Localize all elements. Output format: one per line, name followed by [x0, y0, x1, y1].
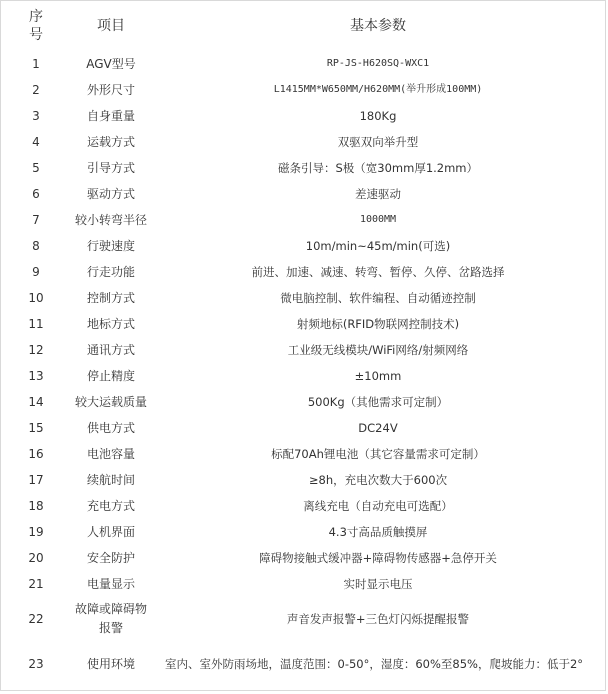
table-row: [1, 77, 605, 103]
table-row: [1, 311, 605, 337]
table-row: [1, 389, 605, 415]
row-no: 9: [32, 265, 40, 279]
row-no: 1: [32, 57, 40, 71]
row-item: 自身重量: [86, 109, 135, 123]
row-value: 双驱双向举升型: [337, 135, 419, 149]
row-no: 23: [28, 657, 44, 671]
row-no: 14: [28, 395, 44, 409]
row-item: 较大运载质量: [74, 395, 147, 409]
table-row: [1, 129, 605, 155]
row-no: 21: [28, 577, 44, 591]
row-item: 控制方式: [86, 291, 135, 305]
row-item: 驱动方式: [86, 187, 135, 201]
row-no: 18: [28, 499, 44, 513]
row-item: 外形尺寸: [86, 83, 135, 97]
row-item: 使用环境: [86, 657, 135, 671]
table-row: [1, 597, 605, 641]
row-no: 4: [32, 135, 40, 149]
row-no: 5: [32, 161, 40, 175]
row-item: 停止精度: [86, 369, 135, 383]
row-value: 声音发声报警+三色灯闪烁提醒报警: [286, 612, 470, 626]
row-value: ±10mm: [354, 369, 402, 383]
table-row: [1, 571, 605, 597]
row-value: 微电脑控制、软件编程、自动循迹控制: [280, 291, 476, 305]
row-no: 22: [28, 612, 44, 626]
row-item: 较小转弯半径: [74, 213, 147, 227]
row-item: 引导方式: [86, 161, 135, 175]
table-row: [1, 207, 605, 233]
table-header-row: [1, 1, 605, 51]
table-row: [1, 545, 605, 571]
row-value: 差速驱动: [355, 187, 401, 201]
table-row: [1, 259, 605, 285]
row-item: 电池容量: [86, 447, 135, 461]
row-no: 13: [28, 369, 44, 383]
row-no: 7: [32, 213, 40, 227]
row-value: L1415MM*W650MM/H620MM(举升形成100MM): [273, 84, 483, 95]
row-value: 射频地标(RFID物联网控制技术): [296, 317, 460, 331]
row-no: 15: [28, 421, 44, 435]
table-row: [1, 233, 605, 259]
row-no: 10: [28, 291, 44, 305]
table-row: [1, 519, 605, 545]
row-item: 续航时间: [86, 473, 135, 487]
table-row: [1, 181, 605, 207]
row-item: 故障或障碍物报警: [75, 602, 148, 635]
row-value: 500Kg（其他需求可定制）: [307, 395, 449, 409]
table-row: [1, 441, 605, 467]
row-item: 运载方式: [86, 135, 135, 149]
row-no: 3: [32, 109, 40, 123]
row-value: RP-JS-H620SQ-WXC1: [326, 58, 430, 69]
row-value: 离线充电（自动充电可选配）: [303, 499, 453, 513]
header-params: 基本参数: [350, 18, 406, 34]
table-row: [1, 467, 605, 493]
table-row: [1, 493, 605, 519]
row-item: 人机界面: [86, 525, 135, 539]
table-row: [1, 641, 605, 687]
spec-table: [1, 1, 605, 687]
row-no: 8: [32, 239, 40, 253]
table-row: [1, 415, 605, 441]
row-item: 充电方式: [86, 499, 135, 513]
row-value: 实时显示电压: [343, 577, 413, 591]
table-row: [1, 363, 605, 389]
table-row: [1, 155, 605, 181]
row-value: 10m/min~45m/min(可选): [305, 239, 451, 253]
row-item: 地标方式: [86, 317, 135, 331]
row-value: 标配70Ah锂电池（其它容量需求可定制）: [271, 447, 485, 461]
row-no: 11: [28, 317, 44, 331]
row-item: 行驶速度: [86, 239, 135, 253]
row-value: 180Kg: [359, 109, 397, 123]
row-value: 1000MM: [359, 214, 397, 225]
table-row: [1, 285, 605, 311]
row-no: 2: [32, 83, 40, 97]
table-row: [1, 51, 605, 77]
row-value: 4.3寸高品质触摸屏: [328, 525, 428, 539]
row-item: 通讯方式: [86, 343, 135, 357]
row-no: 16: [28, 447, 44, 461]
row-value: DC24V: [358, 421, 398, 435]
row-item: AGV型号: [86, 57, 136, 71]
header-no: 序号: [29, 9, 43, 43]
row-no: 17: [28, 473, 44, 487]
row-item: 电量显示: [86, 577, 135, 591]
row-no: 20: [28, 551, 44, 565]
row-value: 障碍物接触式缓冲器+障碍物传感器+急停开关: [259, 551, 497, 565]
table-row: [1, 103, 605, 129]
row-value: 工业级无线模块/WiFi网络/射频网络: [287, 343, 469, 357]
row-value: ≥8h，充电次数大于600次: [308, 473, 448, 487]
table-row: [1, 337, 605, 363]
row-no: 6: [32, 187, 40, 201]
row-item: 行走功能: [86, 265, 135, 279]
row-value: 室内、室外防雨场地，温度范围：0-50°，湿度：60%至85%，爬坡能力：低于2°: [165, 656, 584, 671]
row-value: 前进、加速、减速、转弯、暂停、久停、岔路选择: [251, 265, 505, 279]
row-value: 磁条引导：S极（宽30mm厚1.2mm）: [277, 161, 479, 175]
row-item: 安全防护: [86, 551, 135, 565]
row-item: 供电方式: [86, 421, 135, 435]
row-no: 19: [28, 525, 44, 539]
row-no: 12: [28, 343, 44, 357]
header-item: 项目: [97, 18, 125, 34]
